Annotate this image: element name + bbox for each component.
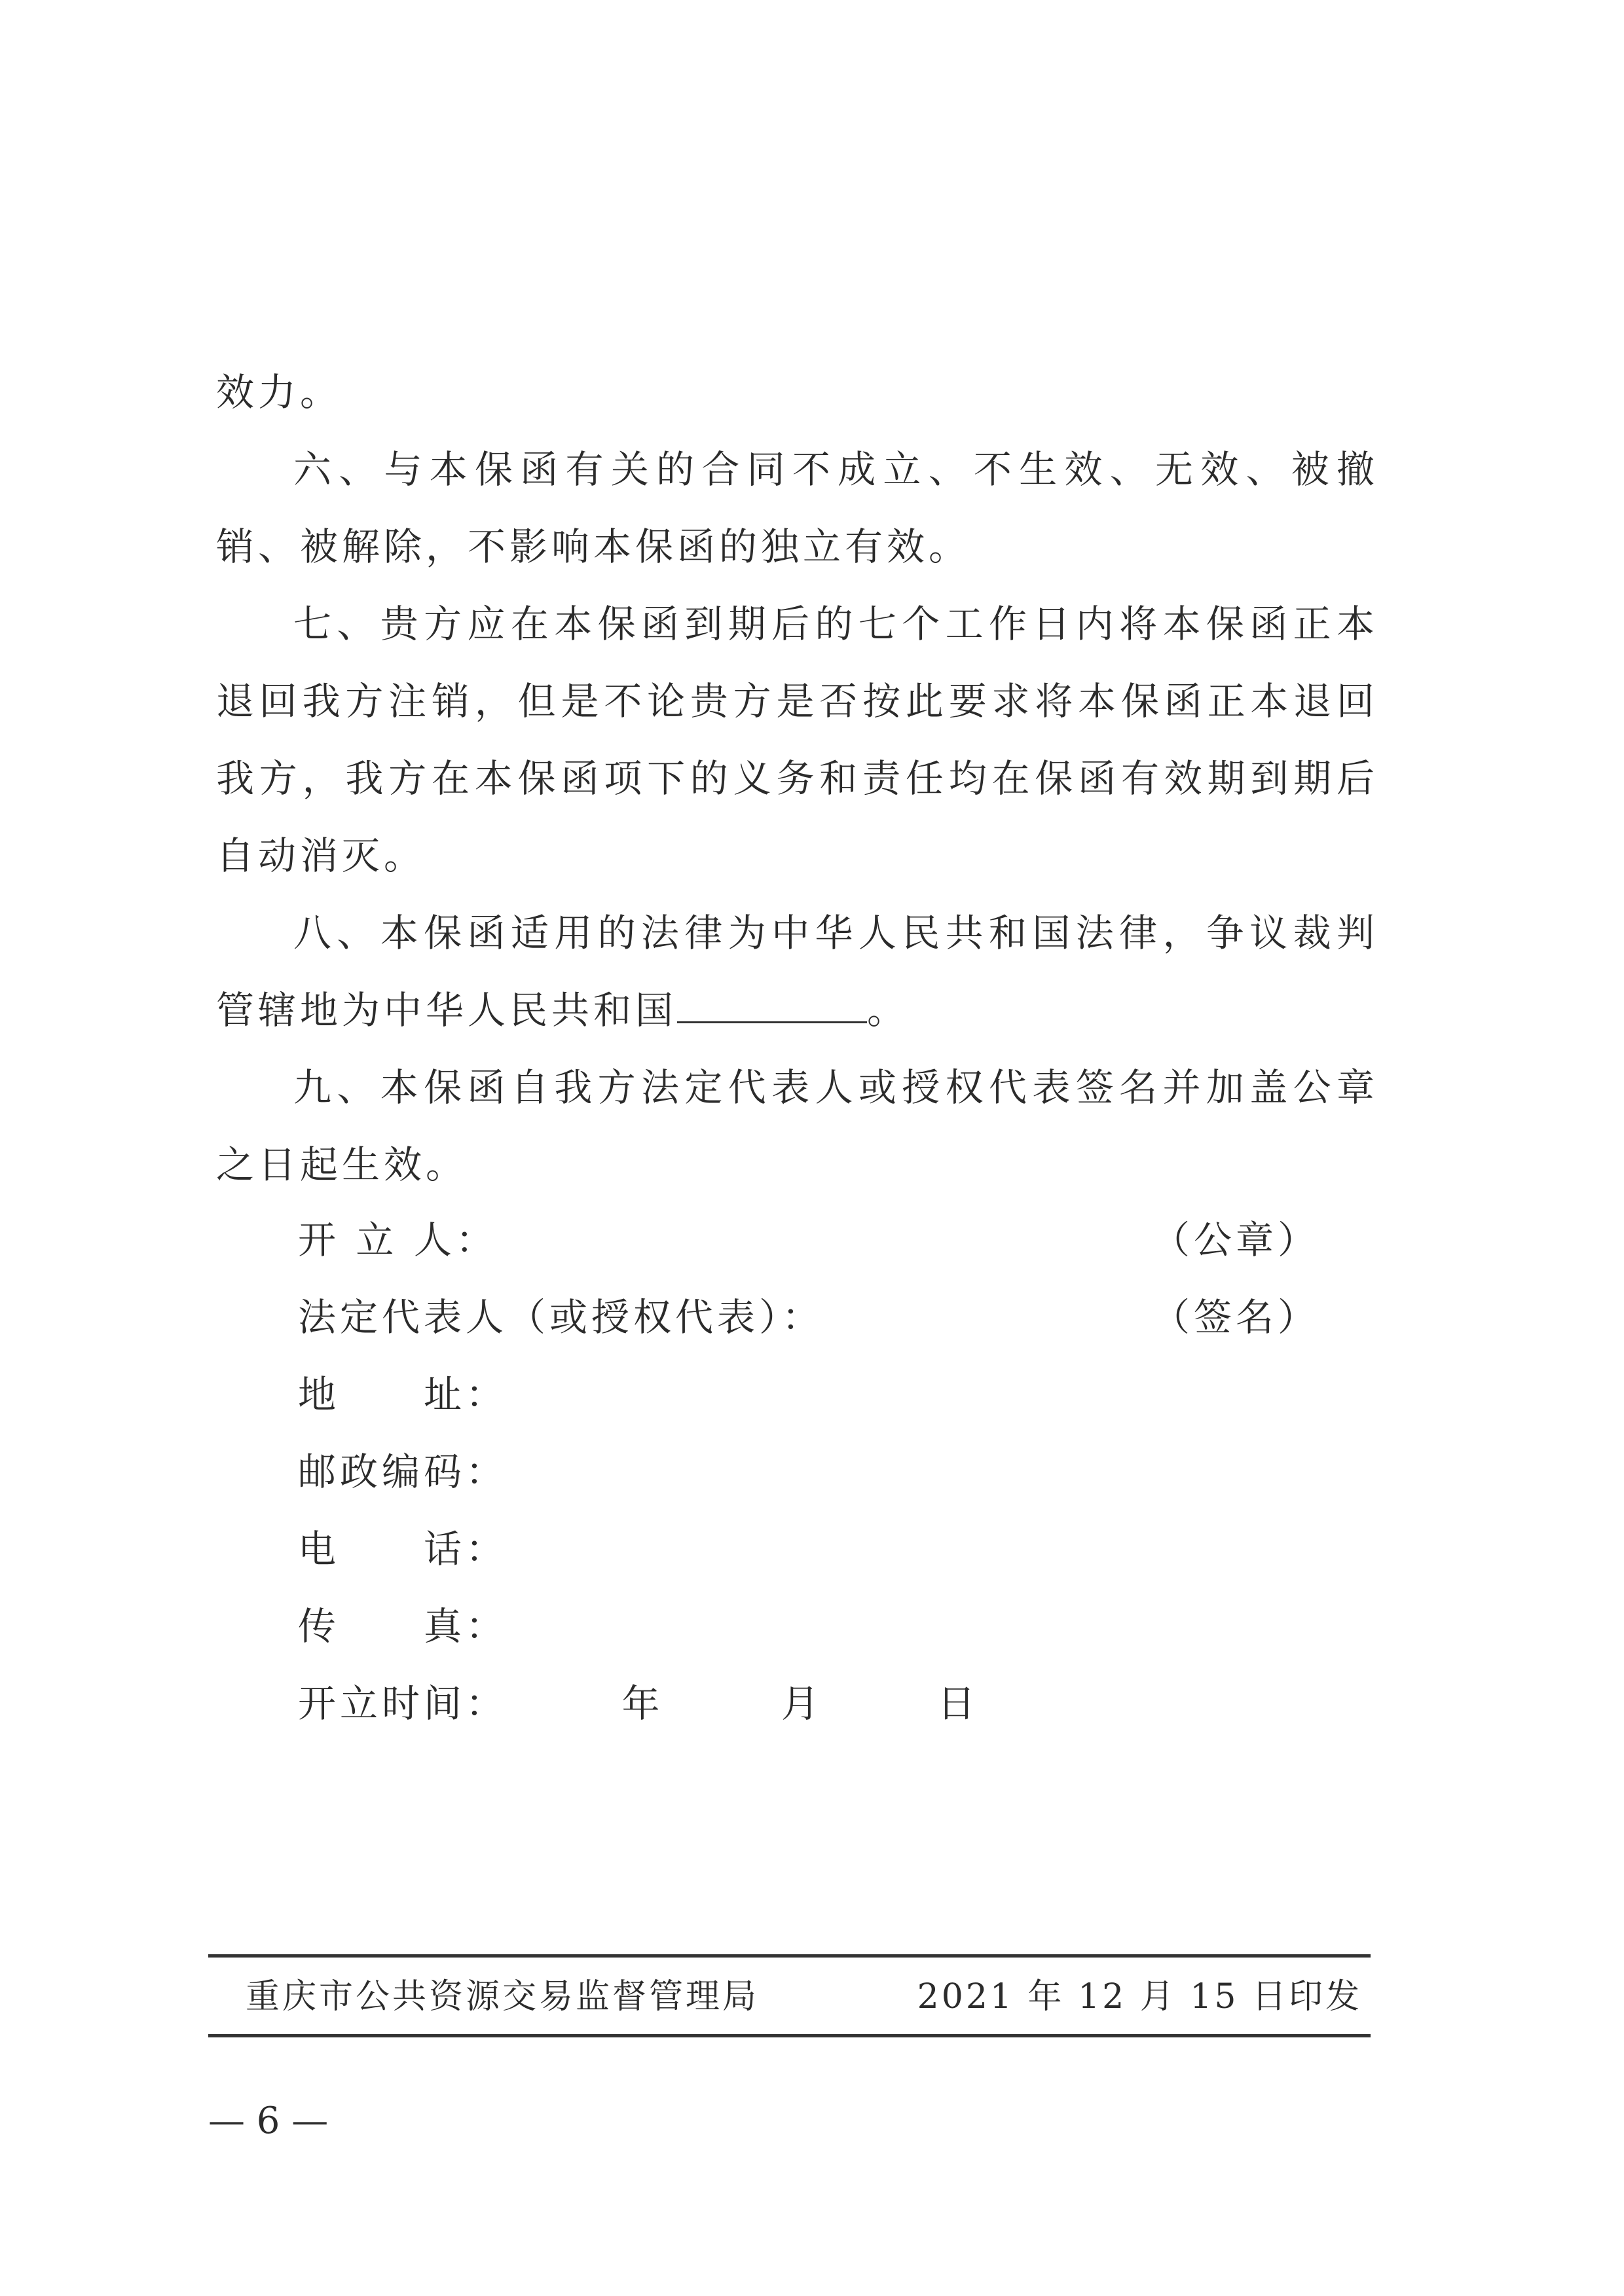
footer-issuer: 重庆市公共资源交易监督管理局	[246, 1977, 760, 2016]
representative-label: 法定代表人（或授权代表）：	[298, 1295, 824, 1339]
paragraph-clause-7: 七、贵方应在本保函到期后的七个工作日内将本保函正本退回我方注销，但是不论贵方是否按此要求将本保函正本退回我方，我方在本保函项下的义务和责任均在保函有效期到期后自动消灭。	[216, 602, 1378, 878]
month-label: 月	[781, 1681, 823, 1726]
issuer-row	[298, 1201, 1320, 1279]
postcode-row	[298, 1433, 1320, 1510]
paragraph-continuation: 效力。	[216, 370, 342, 414]
paragraph-clause-8	[216, 894, 1378, 1049]
paragraph-clause-9: 九、本保函自我方法定代表人或授权代表签名并加盖公章之日起生效。	[216, 1065, 1378, 1187]
issue-date-row	[298, 1665, 1320, 1742]
day-label: 日	[937, 1681, 980, 1726]
issue-date-label: 开立时间：	[298, 1681, 508, 1726]
footer-top-rule	[208, 1954, 1371, 1958]
phone-label: 电 话：	[298, 1527, 508, 1571]
footer-bottom-rule	[208, 2034, 1371, 2037]
signature-block	[298, 1201, 1320, 1742]
clause-8-text: 八、本保函适用的法律为中华人民共和国法律，争议裁判管辖地为中华人民共和国	[216, 911, 1378, 1032]
footer-print-date: 2021 年 12 月 15 日印发	[917, 1977, 1362, 2016]
jurisdiction-blank	[677, 989, 867, 1023]
address-label: 地 址：	[298, 1372, 508, 1417]
address-row	[298, 1356, 1320, 1433]
paragraph-clause-6: 六、与本保函有关的合同不成立、不生效、无效、被撤销、被解除，不影响本保函的独立有效。	[216, 447, 1378, 569]
postcode-label: 邮政编码：	[298, 1449, 508, 1494]
phone-row	[298, 1510, 1320, 1588]
page-number: — 6 —	[208, 2100, 329, 2142]
fax-row	[298, 1588, 1320, 1665]
letter-body	[216, 354, 1378, 1203]
clause-8-end: 。	[867, 988, 910, 1032]
year-label: 年	[621, 1681, 664, 1726]
official-seal-label: （公章）	[1151, 1218, 1320, 1262]
signature-label: （签名）	[1151, 1295, 1320, 1339]
issuer-label: 开 立 人：	[298, 1218, 498, 1262]
representative-row	[298, 1279, 1320, 1356]
fax-label: 传 真：	[298, 1604, 508, 1649]
